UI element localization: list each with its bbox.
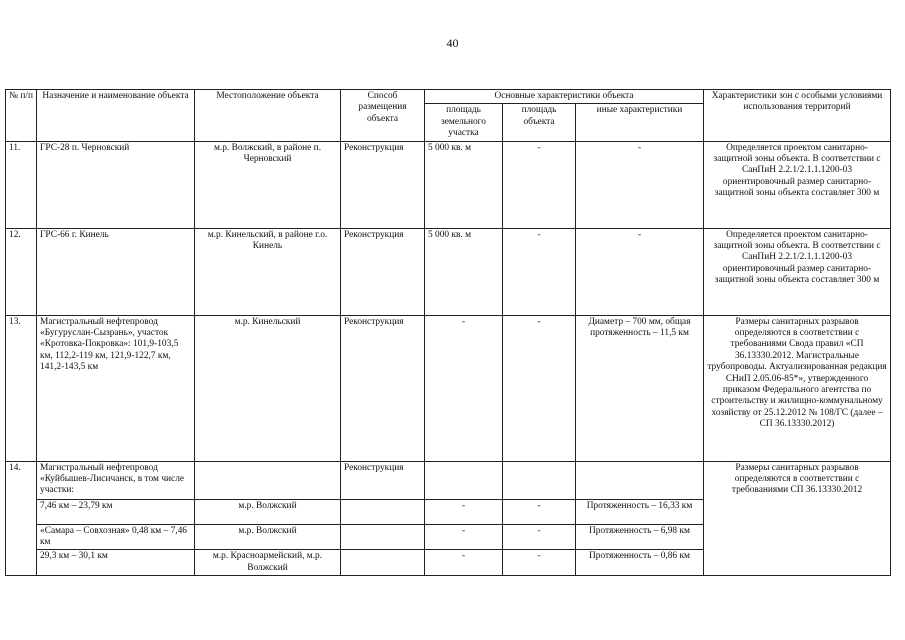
header-row <box>6 90 891 104</box>
row-other: - <box>576 141 704 228</box>
subrow-land-area: - <box>425 499 503 524</box>
subrow-purpose: 29,3 км – 30,1 км <box>37 550 195 576</box>
row-object-area: - <box>503 141 576 228</box>
subrow-land-area: - <box>425 550 503 576</box>
row-object-area <box>503 461 576 499</box>
subrow-other: Протяженность – 0,86 км <box>576 550 704 576</box>
row-other <box>576 461 704 499</box>
col-header-object-area: площадь объекта <box>503 104 576 141</box>
subrow-purpose: «Самара – Совхозная» 0,48 км – 7,46 км <box>37 524 195 550</box>
subrow-land-area: - <box>425 524 503 550</box>
row-land-area: 5 000 кв. м <box>425 228 503 315</box>
row-other: Диаметр – 700 мм, общая протяженность – 11,5 км <box>576 315 704 461</box>
row-zones: Определяется проектом санитарно-защитной зоны объекта. В соответствии с СанПиН 2.2.1/2.1.1.1200-03 ориентировочный размер санитарно-защитной зоны объекта составляет 300 м <box>704 141 891 228</box>
row-object-area: - <box>503 315 576 461</box>
table-row <box>6 228 891 315</box>
table-row <box>6 461 891 499</box>
subrow-object-area: - <box>503 550 576 576</box>
col-header-num: № п/п <box>6 90 37 142</box>
row-num: 13. <box>6 315 37 461</box>
subrow-other: Протяженность – 6,98 км <box>576 524 704 550</box>
row-location: м.р. Кинельский <box>195 315 341 461</box>
row-method: Реконструкция <box>341 228 425 315</box>
subrow-location: м.р. Волжский <box>195 499 341 524</box>
subrow-location: м.р. Красноармейский, м.р. Волжский <box>195 550 341 576</box>
row-method: Реконструкция <box>341 315 425 461</box>
col-header-location: Местоположение объекта <box>195 90 341 142</box>
row-purpose: Магистральный нефтепровод «Куйбышев-Лисичанск, в том числе участки: <box>37 461 195 499</box>
row-object-area: - <box>503 228 576 315</box>
col-header-method: Способ размещения объекта <box>341 90 425 142</box>
row-method: Реконструкция <box>341 461 425 499</box>
subrow-other: Протяженность – 16,33 км <box>576 499 704 524</box>
row-num: 11. <box>6 141 37 228</box>
row-land-area: - <box>425 315 503 461</box>
row-purpose: Магистральный нефтепровод «Бугуруслан-Сызрань», участок «Кротовка-Покровка»: 101,9-103,5 км, 112,2-119 км, 121,9-122,7 км, 141,2-143,5 км <box>37 315 195 461</box>
table-row <box>6 315 891 461</box>
col-header-main-chars: Основные характеристики объекта <box>425 90 704 104</box>
col-header-purpose: Назначение и наименование объекта <box>37 90 195 142</box>
col-header-land-area: площадь земельного участка <box>425 104 503 141</box>
col-header-other-chars: иные характеристики <box>576 104 704 141</box>
subrow-method <box>341 524 425 550</box>
row-land-area: 5 000 кв. м <box>425 141 503 228</box>
page-number: 40 <box>446 36 459 50</box>
row-purpose: ГРС-28 п. Черновский <box>37 141 195 228</box>
subrow-method <box>341 550 425 576</box>
subrow-location: м.р. Волжский <box>195 524 341 550</box>
objects-table <box>5 89 891 576</box>
row-zones: Определяется проектом санитарно-защитной зоны объекта. В соответствии с СанПиН 2.2.1/2.1.1.1200-03 ориентировочный размер санитарно-защитной зоны объекта составляет 300 м <box>704 228 891 315</box>
row-zones: Размеры санитарных разрывов определяются в соответствии с требованиями СП 36.13330.2012 <box>704 461 891 576</box>
row-location: м.р. Кинельский, в районе г.о. Кинель <box>195 228 341 315</box>
row-num: 12. <box>6 228 37 315</box>
col-header-zones: Характеристики зон с особыми условиями использования территорий <box>704 90 891 142</box>
row-location: м.р. Волжский, в районе п. Черновский <box>195 141 341 228</box>
row-location <box>195 461 341 499</box>
row-land-area <box>425 461 503 499</box>
table-row <box>6 141 891 228</box>
row-purpose: ГРС-66 г. Кинель <box>37 228 195 315</box>
row-method: Реконструкция <box>341 141 425 228</box>
subrow-object-area: - <box>503 499 576 524</box>
row-num: 14. <box>6 461 37 576</box>
subrow-object-area: - <box>503 524 576 550</box>
row-other: - <box>576 228 704 315</box>
row-zones: Размеры санитарных разрывов определяются в соответствии с требованиями Свода правил «СП 36.13330.2012. Магистральные трубопроводы. Актуализированная редакция СНиП 2.05.06-85*», утвержденного приказом Федерального агентства по строительству и жилищно-коммунальному хозяйству от 25.12.2012 № 108/ГС (далее – СП 36.13330.2012) <box>704 315 891 461</box>
subrow-method <box>341 499 425 524</box>
subrow-purpose: 7,46 км – 23,79 км <box>37 499 195 524</box>
